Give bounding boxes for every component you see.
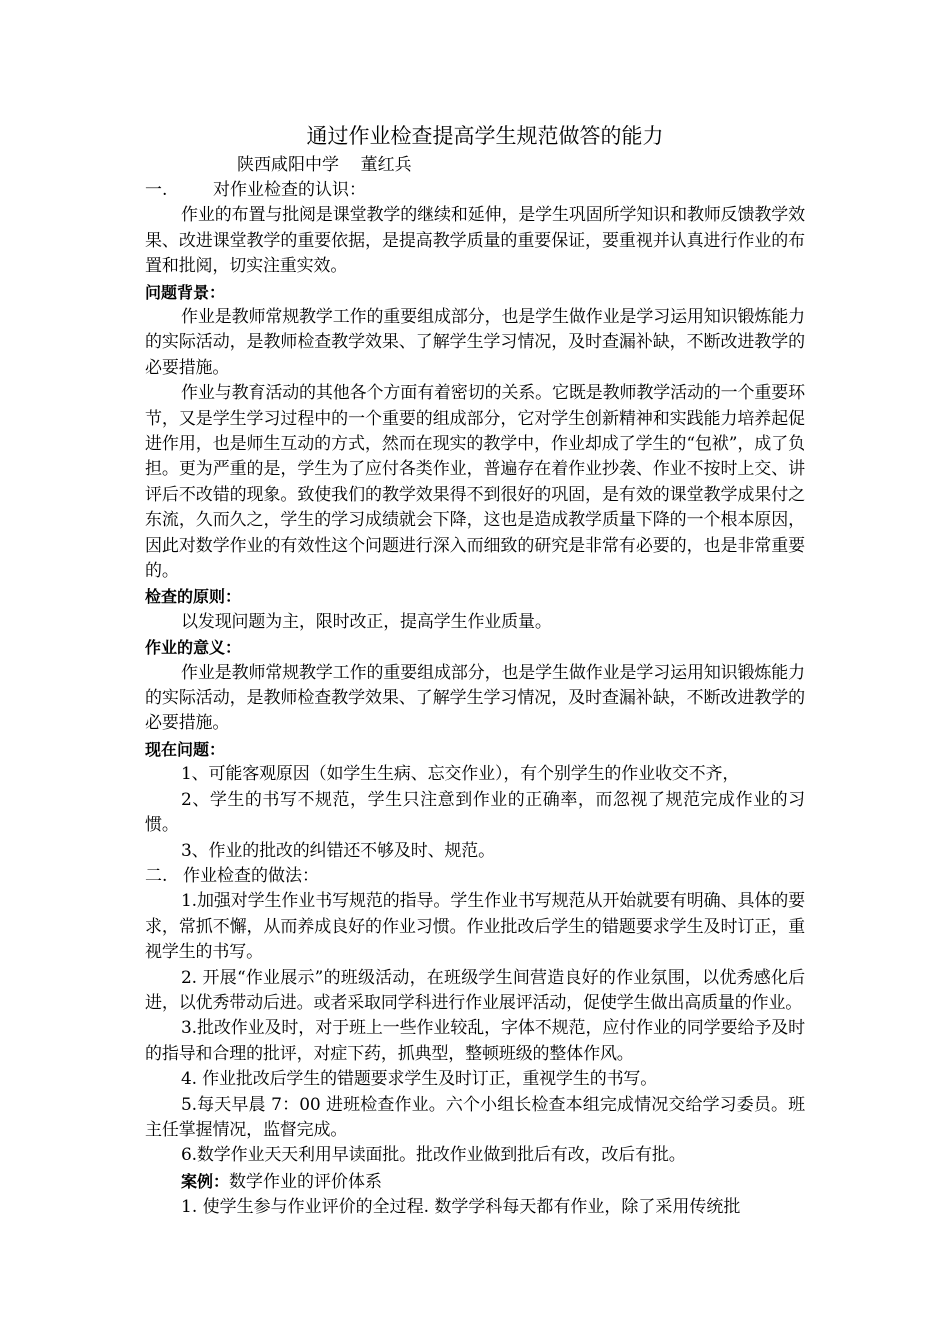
section-label: 对作业检查的认识： xyxy=(213,180,366,200)
background-paragraph-2: 作业与教育活动的其他各个方面有着密切的关系。它既是教师教学活动的一个重要环节，又是学生学习过程中的一个重要的组成部分，它对学生创新精神和实践能力培养起促进作用，也是师生互动的方式，然而在现实的教学中，作业却成了学生的“包袱”，成了负担。更为严重的是，学生为了应付各类作业，普遍存在着作业抄袭、作业不按时上交、讲评后不改错的现象。致使我们的教学效果得不到很好的巩固，是有效的课堂教学成果付之东流，久而久之，学生的学习成绩就会下降，这也是造成教学质量下降的一个根本原因，因此对数学作业的有效性这个问题进行深入而细致的研究是非常有必要的，也是非常重要的。 xyxy=(145,383,805,582)
problem-item: 2、学生的书写不规范，学生只注意到作业的正确率，而忽视了规范完成作业的习惯。 xyxy=(145,789,805,836)
method-item: 2. 开展“作业展示”的班级活动，在班级学生间营造良好的作业氛围，以优秀感化后进，以优秀带动后进。或者采取同学科进行作业展评活动，促使学生做出高质量的作业。 xyxy=(145,967,805,1013)
problem-item: 1、可能客观原因（如学生生病、忘交作业），有个别学生的作业收交不齐， xyxy=(181,764,740,785)
background-paragraph-1: 作业是教师常规教学工作的重要组成部分，也是学生做作业是学习运用知识锻炼能力的实际活动，是教师检查教学效果、了解学生学习情况，及时查漏补缺，不断改进教学的必要措施。 xyxy=(145,307,805,378)
case-text: 数学作业的评价体系 xyxy=(229,1171,383,1192)
section-heading-1 xyxy=(145,178,805,203)
meaning-paragraph: 作业是教师常规教学工作的重要组成部分，也是学生做作业是学习运用知识锻炼能力的实际活动，是教师检查教学效果、了解学生学习情况，及时查漏补缺，不断改进教学的必要措施。 xyxy=(145,662,805,734)
method-item: 6.数学作业天天利用早读面批。批改作业做到批后有改，改后有批。 xyxy=(181,1145,686,1166)
principle-paragraph: 以发现问题为主，限时改正，提高学生作业质量。 xyxy=(181,611,552,632)
document-page xyxy=(145,120,805,1221)
case-line xyxy=(145,1169,805,1195)
method-item: 3.批改作业及时，对于班上一些作业较乱，字体不规范，应付作业的同学要给予及时的指导和合理的批评，对症下药，抓典型，整顿班级的整体作风。 xyxy=(145,1018,805,1064)
section-heading-2 xyxy=(145,864,805,889)
problem-item: 3、作业的批改的纠错还不够及时、规范。 xyxy=(181,840,495,861)
section-label: 作业检查的做法： xyxy=(183,865,319,886)
problems-heading: 现在问题： xyxy=(145,739,226,759)
method-item: 5.每天早晨 7：00 进班检查作业。六个小组长检查本组完成情况交给学习委员。班主任掌握情况，监督完成。 xyxy=(145,1094,805,1140)
section-number: 二. xyxy=(145,865,168,886)
case-item: 1. 使学生参与作业评价的全过程. 数学学科每天都有作业，除了采用传统批 xyxy=(181,1197,741,1218)
document-title: 通过作业检查提高学生规范做答的能力 xyxy=(306,124,664,148)
author-line: 陕西咸阳中学 董红兵 xyxy=(237,155,412,175)
principle-heading: 检查的原则： xyxy=(145,587,242,607)
method-item: 1.加强对学生作业书写规范的指导。学生作业书写规范从开始就要有明确、具体的要求，常抓不懈，从而养成良好的作业习惯。作业批改后学生的错题要求学生及时订正，重视学生的书写。 xyxy=(145,891,805,963)
intro-paragraph: 作业的布置与批阅是课堂教学的继续和延伸，是学生巩固所学知识和教师反馈教学效果、改进课堂教学的重要依据，是提高教学质量的重要保证，要重视并认真进行作业的布置和批阅，切实注重实效。 xyxy=(145,205,805,277)
method-item: 4. 作业批改后学生的错题要求学生及时订正，重视学生的书写。 xyxy=(181,1069,658,1090)
case-label: 案例： xyxy=(181,1171,230,1191)
background-heading: 问题背景： xyxy=(145,282,226,302)
meaning-heading: 作业的意义： xyxy=(145,638,242,658)
section-number: 一. xyxy=(145,180,168,200)
